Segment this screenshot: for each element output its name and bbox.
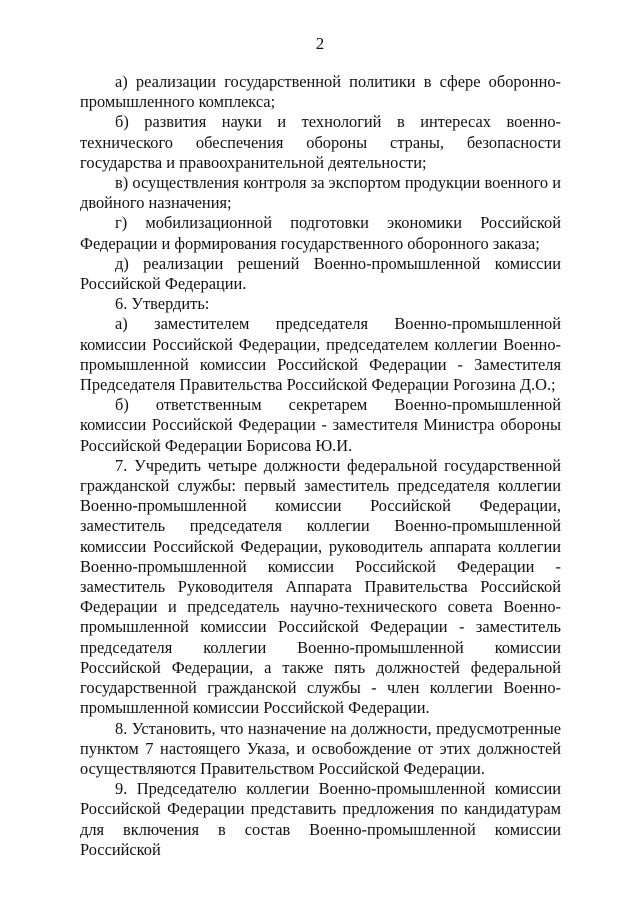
clause-6-item-b: б) ответственным секретарем Военно-промышленной комиссии Российской Федерации - заместителя Министра обороны Российской Федерации Борисова Ю.И.	[80, 395, 561, 455]
clause-8: 8. Установить, что назначение на должности, предусмотренные пунктом 7 настоящего Указа, и освобождение от этих должностей осуществляются Правительством Российской Федерации.	[80, 718, 561, 778]
item-d-decisions: д) реализации решений Военно-промышленной комиссии Российской Федерации.	[80, 253, 561, 294]
clause-9: 9. Председателю коллегии Военно-промышленной комиссии Российской Федерации представить предложения по кандидатурам для включения в состав Военно-промышленной комиссии Российской	[80, 779, 561, 859]
page-number: 2	[315, 34, 325, 53]
clause-7: 7. Учредить четыре должности федеральной государственной гражданской службы: первый заместитель председателя коллегии Военно-промышленной комиссии Российской Федерации, заместитель председателя коллегии Военно-промышленной комиссии Российской Федерации, руководитель аппарата коллегии Военно-промышленной комиссии Российской Федерации - заместитель Руководителя Аппарата Правительства Российской Федерации и председатель научно-технического совета Военно-промышленной комиссии Российской Федерации - заместитель председателя коллегии Военно-промышленной комиссии Российской Федерации, а также пять должностей федеральной государственной гражданской службы - член коллегии Военно-промышленной комиссии Российской Федерации.	[80, 455, 561, 718]
item-g-mobilization: г) мобилизационной подготовки экономики Российской Федерации и формирования государственного оборонного заказа;	[80, 213, 561, 253]
clause-6-item-a: а) заместителем председателя Военно-промышленной комиссии Российской Федерации, председателем коллегии Военно-промышленной комиссии Российской Федерации - Заместителя Председателя Правительства Российской Федерации Рогозина Д.О.;	[80, 314, 561, 395]
document-body	[80, 72, 561, 860]
item-v-export-control: в) осуществления контроля за экспортом продукции военного и двойного назначения;	[80, 173, 561, 213]
clause-6-heading: 6. Утвердить:	[115, 294, 210, 314]
item-b-science: б) развития науки и технологий в интересах военно-технического обеспечения обороны страны, безопасности государства и правоохранительной деятельности;	[80, 112, 561, 172]
item-a-state-policy: а) реализации государственной политики в сфере оборонно-промышленного комплекса;	[80, 72, 561, 112]
